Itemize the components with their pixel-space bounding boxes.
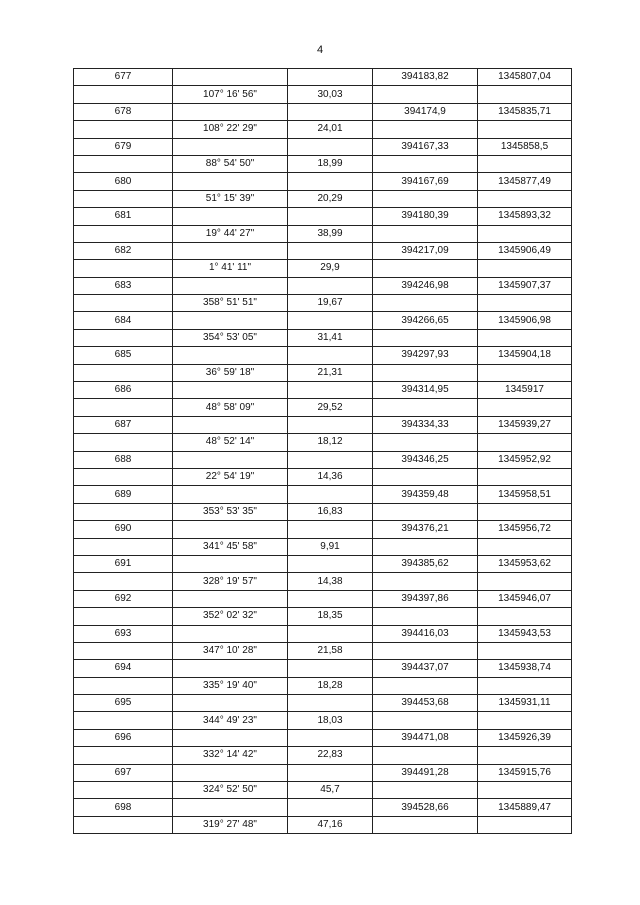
y-coordinate-cell: 1345958,51 (478, 486, 572, 503)
empty-cell (478, 747, 572, 764)
x-coordinate-cell: 394246,98 (373, 277, 478, 294)
empty-cell (74, 573, 173, 590)
point-number-cell: 688 (74, 451, 173, 468)
direction-angle-cell: 358° 51' 51" (173, 295, 288, 312)
point-row (74, 173, 572, 190)
empty-cell (173, 590, 288, 607)
segment-row (74, 782, 572, 799)
x-coordinate-cell: 394217,09 (373, 242, 478, 259)
distance-cell: 29,9 (288, 260, 373, 277)
empty-cell (478, 86, 572, 103)
empty-cell (173, 729, 288, 746)
point-number-cell: 684 (74, 312, 173, 329)
empty-cell (74, 364, 173, 381)
direction-angle-cell: 332° 14' 42" (173, 747, 288, 764)
point-number-cell: 697 (74, 764, 173, 781)
segment-row (74, 434, 572, 451)
empty-cell (478, 225, 572, 242)
y-coordinate-cell: 1345915,76 (478, 764, 572, 781)
empty-cell (373, 608, 478, 625)
point-number-cell: 682 (74, 242, 173, 259)
empty-cell (173, 555, 288, 572)
segment-row (74, 399, 572, 416)
empty-cell (74, 712, 173, 729)
empty-cell (173, 521, 288, 538)
direction-angle-cell: 51° 15' 39" (173, 190, 288, 207)
empty-cell (288, 382, 373, 399)
point-number-cell: 695 (74, 695, 173, 712)
distance-cell: 16,83 (288, 503, 373, 520)
empty-cell (478, 190, 572, 207)
empty-cell (74, 782, 173, 799)
y-coordinate-cell: 1345906,98 (478, 312, 572, 329)
segment-row (74, 816, 572, 833)
empty-cell (173, 486, 288, 503)
empty-cell (373, 399, 478, 416)
empty-cell (373, 364, 478, 381)
empty-cell (478, 260, 572, 277)
point-number-cell: 679 (74, 138, 173, 155)
distance-cell: 38,99 (288, 225, 373, 242)
empty-cell (478, 538, 572, 555)
empty-cell (74, 816, 173, 833)
segment-row (74, 225, 572, 242)
point-number-cell: 692 (74, 590, 173, 607)
direction-angle-cell: 354° 53' 05" (173, 329, 288, 346)
empty-cell (173, 277, 288, 294)
empty-cell (288, 69, 373, 86)
direction-angle-cell: 48° 58' 09" (173, 399, 288, 416)
empty-cell (288, 729, 373, 746)
empty-cell (288, 103, 373, 120)
segment-row (74, 86, 572, 103)
empty-cell (288, 555, 373, 572)
empty-cell (288, 347, 373, 364)
empty-cell (373, 538, 478, 555)
empty-cell (288, 695, 373, 712)
point-row (74, 382, 572, 399)
y-coordinate-cell: 1345946,07 (478, 590, 572, 607)
point-row (74, 416, 572, 433)
distance-cell: 47,16 (288, 816, 373, 833)
empty-cell (173, 451, 288, 468)
point-number-cell: 694 (74, 660, 173, 677)
y-coordinate-cell: 1345939,27 (478, 416, 572, 433)
empty-cell (288, 625, 373, 642)
empty-cell (373, 677, 478, 694)
distance-cell: 22,83 (288, 747, 373, 764)
empty-cell (173, 660, 288, 677)
y-coordinate-cell: 1345956,72 (478, 521, 572, 538)
empty-cell (288, 173, 373, 190)
x-coordinate-cell: 394453,68 (373, 695, 478, 712)
distance-cell: 18,12 (288, 434, 373, 451)
empty-cell (373, 816, 478, 833)
x-coordinate-cell: 394491,28 (373, 764, 478, 781)
empty-cell (373, 747, 478, 764)
empty-cell (478, 468, 572, 485)
empty-cell (288, 208, 373, 225)
x-coordinate-cell: 394297,93 (373, 347, 478, 364)
point-number-cell: 687 (74, 416, 173, 433)
empty-cell (373, 503, 478, 520)
point-number-cell: 681 (74, 208, 173, 225)
point-row (74, 625, 572, 642)
direction-angle-cell: 344° 49' 23" (173, 712, 288, 729)
empty-cell (173, 764, 288, 781)
x-coordinate-cell: 394314,95 (373, 382, 478, 399)
empty-cell (173, 625, 288, 642)
empty-cell (478, 782, 572, 799)
point-row (74, 277, 572, 294)
empty-cell (173, 242, 288, 259)
direction-angle-cell: 19° 44' 27" (173, 225, 288, 242)
segment-row (74, 190, 572, 207)
direction-angle-cell: 352° 02' 32" (173, 608, 288, 625)
distance-cell: 21,31 (288, 364, 373, 381)
point-row (74, 660, 572, 677)
y-coordinate-cell: 1345907,37 (478, 277, 572, 294)
point-number-cell: 680 (74, 173, 173, 190)
empty-cell (478, 364, 572, 381)
empty-cell (173, 69, 288, 86)
empty-cell (74, 434, 173, 451)
empty-cell (74, 155, 173, 172)
empty-cell (478, 642, 572, 659)
x-coordinate-cell: 394528,66 (373, 799, 478, 816)
empty-cell (74, 190, 173, 207)
x-coordinate-cell: 394359,48 (373, 486, 478, 503)
empty-cell (173, 347, 288, 364)
direction-angle-cell: 335° 19' 40" (173, 677, 288, 694)
distance-cell: 18,28 (288, 677, 373, 694)
distance-cell: 14,38 (288, 573, 373, 590)
point-row (74, 451, 572, 468)
empty-cell (373, 434, 478, 451)
empty-cell (373, 260, 478, 277)
point-number-cell: 689 (74, 486, 173, 503)
point-number-cell: 677 (74, 69, 173, 86)
point-row (74, 555, 572, 572)
empty-cell (373, 329, 478, 346)
distance-cell: 18,35 (288, 608, 373, 625)
empty-cell (373, 712, 478, 729)
empty-cell (74, 642, 173, 659)
x-coordinate-cell: 394397,86 (373, 590, 478, 607)
segment-row (74, 468, 572, 485)
empty-cell (478, 295, 572, 312)
point-row (74, 138, 572, 155)
point-number-cell: 696 (74, 729, 173, 746)
empty-cell (373, 782, 478, 799)
y-coordinate-cell: 1345952,92 (478, 451, 572, 468)
empty-cell (373, 86, 478, 103)
empty-cell (173, 312, 288, 329)
distance-cell: 14,36 (288, 468, 373, 485)
point-number-cell: 686 (74, 382, 173, 399)
empty-cell (373, 642, 478, 659)
segment-row (74, 677, 572, 694)
empty-cell (373, 468, 478, 485)
segment-row (74, 538, 572, 555)
point-number-cell: 685 (74, 347, 173, 364)
point-row (74, 69, 572, 86)
x-coordinate-cell: 394266,65 (373, 312, 478, 329)
x-coordinate-cell: 394167,33 (373, 138, 478, 155)
segment-row (74, 712, 572, 729)
point-row (74, 347, 572, 364)
empty-cell (478, 329, 572, 346)
point-row (74, 521, 572, 538)
point-number-cell: 698 (74, 799, 173, 816)
empty-cell (373, 573, 478, 590)
empty-cell (173, 173, 288, 190)
y-coordinate-cell: 1345904,18 (478, 347, 572, 364)
y-coordinate-cell: 1345877,49 (478, 173, 572, 190)
distance-cell: 19,67 (288, 295, 373, 312)
empty-cell (288, 521, 373, 538)
empty-cell (74, 121, 173, 138)
point-row (74, 764, 572, 781)
direction-angle-cell: 341° 45' 58" (173, 538, 288, 555)
x-coordinate-cell: 394385,62 (373, 555, 478, 572)
x-coordinate-cell: 394471,08 (373, 729, 478, 746)
empty-cell (288, 451, 373, 468)
direction-angle-cell: 48° 52' 14" (173, 434, 288, 451)
y-coordinate-cell: 1345858,5 (478, 138, 572, 155)
direction-angle-cell: 353° 53' 35" (173, 503, 288, 520)
point-row (74, 486, 572, 503)
y-coordinate-cell: 1345835,71 (478, 103, 572, 120)
empty-cell (478, 677, 572, 694)
empty-cell (478, 816, 572, 833)
empty-cell (288, 312, 373, 329)
empty-cell (373, 121, 478, 138)
point-row (74, 695, 572, 712)
point-row (74, 312, 572, 329)
direction-angle-cell: 319° 27' 48" (173, 816, 288, 833)
x-coordinate-cell: 394346,25 (373, 451, 478, 468)
point-number-cell: 683 (74, 277, 173, 294)
empty-cell (373, 190, 478, 207)
empty-cell (373, 155, 478, 172)
empty-cell (478, 155, 572, 172)
point-row (74, 590, 572, 607)
empty-cell (478, 399, 572, 416)
empty-cell (74, 608, 173, 625)
direction-angle-cell: 1° 41' 11" (173, 260, 288, 277)
x-coordinate-cell: 394174,9 (373, 103, 478, 120)
empty-cell (173, 382, 288, 399)
distance-cell: 29,52 (288, 399, 373, 416)
empty-cell (478, 712, 572, 729)
direction-angle-cell: 22° 54' 19" (173, 468, 288, 485)
y-coordinate-cell: 1345917 (478, 382, 572, 399)
y-coordinate-cell: 1345807,04 (478, 69, 572, 86)
distance-cell: 9,91 (288, 538, 373, 555)
point-number-cell: 693 (74, 625, 173, 642)
empty-cell (74, 86, 173, 103)
distance-cell: 18,99 (288, 155, 373, 172)
y-coordinate-cell: 1345906,49 (478, 242, 572, 259)
empty-cell (74, 295, 173, 312)
point-row (74, 799, 572, 816)
empty-cell (74, 538, 173, 555)
coordinates-table-body (74, 69, 572, 834)
empty-cell (288, 486, 373, 503)
empty-cell (478, 121, 572, 138)
direction-angle-cell: 328° 19' 57" (173, 573, 288, 590)
distance-cell: 45,7 (288, 782, 373, 799)
direction-angle-cell: 88° 54' 50" (173, 155, 288, 172)
direction-angle-cell: 324° 52' 50" (173, 782, 288, 799)
x-coordinate-cell: 394416,03 (373, 625, 478, 642)
empty-cell (288, 242, 373, 259)
empty-cell (478, 503, 572, 520)
y-coordinate-cell: 1345926,39 (478, 729, 572, 746)
segment-row (74, 503, 572, 520)
y-coordinate-cell: 1345893,32 (478, 208, 572, 225)
empty-cell (288, 277, 373, 294)
segment-row (74, 329, 572, 346)
empty-cell (288, 590, 373, 607)
empty-cell (478, 573, 572, 590)
empty-cell (74, 503, 173, 520)
point-number-cell: 690 (74, 521, 173, 538)
empty-cell (173, 799, 288, 816)
segment-row (74, 747, 572, 764)
empty-cell (478, 608, 572, 625)
point-row (74, 729, 572, 746)
empty-cell (173, 208, 288, 225)
empty-cell (288, 138, 373, 155)
segment-row (74, 155, 572, 172)
y-coordinate-cell: 1345931,11 (478, 695, 572, 712)
empty-cell (288, 764, 373, 781)
point-row (74, 208, 572, 225)
segment-row (74, 121, 572, 138)
segment-row (74, 260, 572, 277)
direction-angle-cell: 108° 22' 29" (173, 121, 288, 138)
distance-cell: 20,29 (288, 190, 373, 207)
segment-row (74, 364, 572, 381)
empty-cell (288, 416, 373, 433)
point-row (74, 242, 572, 259)
x-coordinate-cell: 394180,39 (373, 208, 478, 225)
x-coordinate-cell: 394167,69 (373, 173, 478, 190)
empty-cell (173, 695, 288, 712)
empty-cell (173, 103, 288, 120)
x-coordinate-cell: 394376,21 (373, 521, 478, 538)
empty-cell (173, 138, 288, 155)
distance-cell: 31,41 (288, 329, 373, 346)
direction-angle-cell: 107° 16' 56" (173, 86, 288, 103)
x-coordinate-cell: 394437,07 (373, 660, 478, 677)
y-coordinate-cell: 1345938,74 (478, 660, 572, 677)
distance-cell: 30,03 (288, 86, 373, 103)
x-coordinate-cell: 394334,33 (373, 416, 478, 433)
x-coordinate-cell: 394183,82 (373, 69, 478, 86)
distance-cell: 24,01 (288, 121, 373, 138)
point-number-cell: 678 (74, 103, 173, 120)
segment-row (74, 573, 572, 590)
empty-cell (74, 747, 173, 764)
coordinates-table (73, 68, 572, 834)
empty-cell (74, 329, 173, 346)
segment-row (74, 642, 572, 659)
y-coordinate-cell: 1345953,62 (478, 555, 572, 572)
empty-cell (74, 260, 173, 277)
empty-cell (373, 225, 478, 242)
empty-cell (478, 434, 572, 451)
segment-row (74, 608, 572, 625)
empty-cell (288, 799, 373, 816)
empty-cell (74, 468, 173, 485)
distance-cell: 18,03 (288, 712, 373, 729)
empty-cell (74, 399, 173, 416)
empty-cell (74, 677, 173, 694)
empty-cell (74, 225, 173, 242)
y-coordinate-cell: 1345889,47 (478, 799, 572, 816)
point-row (74, 103, 572, 120)
direction-angle-cell: 347° 10' 28" (173, 642, 288, 659)
y-coordinate-cell: 1345943,53 (478, 625, 572, 642)
empty-cell (288, 660, 373, 677)
page-number: 4 (316, 44, 324, 56)
empty-cell (173, 416, 288, 433)
point-number-cell: 691 (74, 555, 173, 572)
segment-row (74, 295, 572, 312)
direction-angle-cell: 36° 59' 18" (173, 364, 288, 381)
distance-cell: 21,58 (288, 642, 373, 659)
empty-cell (373, 295, 478, 312)
